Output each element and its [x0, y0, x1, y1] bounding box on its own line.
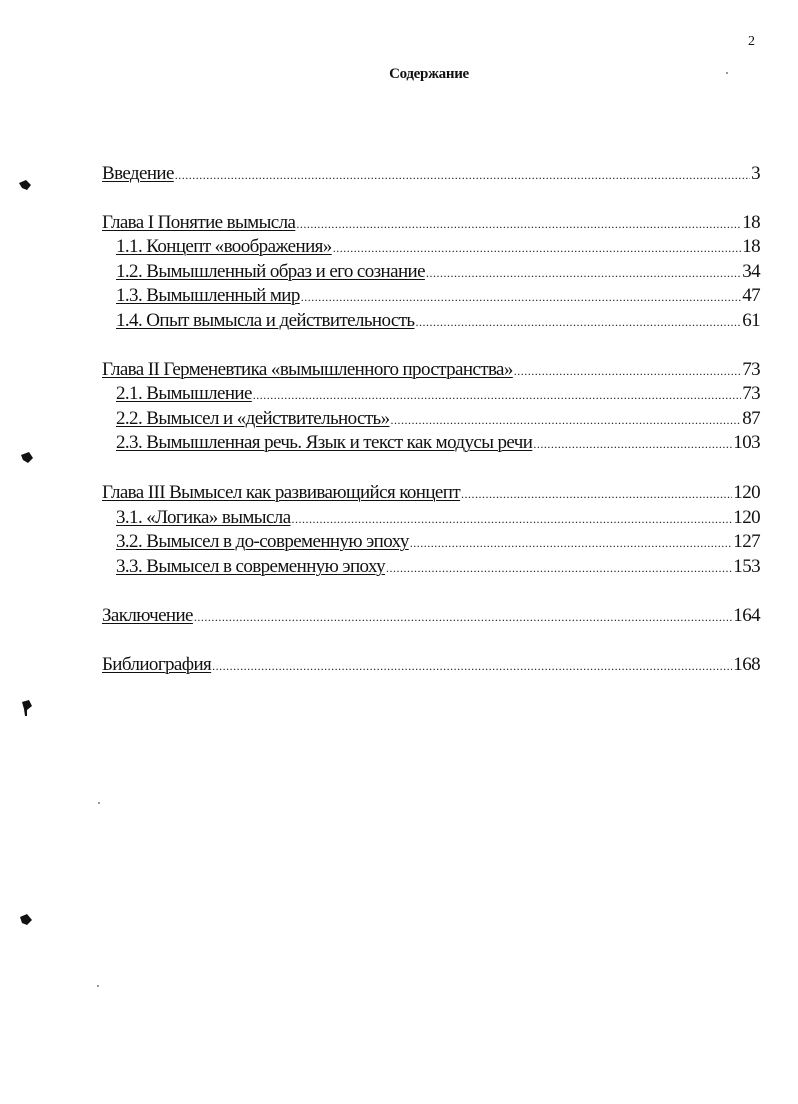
toc-entry-section-1-2: [116, 261, 760, 284]
toc-entry-introduction: [102, 163, 760, 186]
toc-entry-section-3-1: [116, 507, 760, 530]
toc-dot-leader: [194, 606, 732, 628]
toc-dot-leader: [415, 311, 741, 333]
toc-dot-leader: [410, 532, 733, 554]
toc-entry-page: 47: [742, 285, 760, 306]
toc-dot-leader: [391, 409, 742, 431]
toc-entry-page: 87: [742, 408, 760, 429]
toc-entry-chapter-3: [102, 482, 760, 505]
toc-dot-leader: [533, 433, 732, 455]
toc-entry-section-3-2: [116, 531, 760, 554]
toc-entry-page: 3: [751, 163, 760, 184]
toc-entry-page: 127: [733, 531, 760, 552]
toc-entry-title: Заключение: [102, 605, 193, 626]
toc-entry-section-3-3: [116, 556, 760, 579]
toc-dot-leader: [461, 483, 732, 505]
toc-entry-page: 61: [742, 310, 760, 331]
toc-entry-section-2-1: [116, 383, 760, 406]
toc-entry-title: 1.2. Вымышленный образ и его сознание: [116, 261, 425, 282]
toc-entry-title: 3.3. Вымысел в современную эпоху: [116, 556, 386, 577]
toc-entry-title: Библиография: [102, 654, 212, 675]
toc-entry-section-1-1: [116, 236, 760, 259]
toc-dot-leader: [301, 286, 741, 308]
toc-entry-section-1-3: [116, 285, 760, 308]
toc-entry-page: 153: [733, 556, 760, 577]
toc-entry-page: 18: [742, 212, 760, 233]
toc-entry-title: 1.3. Вымышленный мир: [116, 285, 300, 306]
toc-entry-title: Глава II Герменевтика «вымышленного пространства»: [102, 359, 513, 380]
toc-dot-leader: [386, 557, 732, 579]
toc-entry-title: 3.2. Вымысел в до-современную эпоху: [116, 531, 409, 552]
toc-dot-leader: [296, 213, 741, 235]
toc-dot-leader: [426, 262, 741, 284]
toc-dot-leader: [292, 508, 733, 530]
toc-entry-chapter-2: [102, 359, 760, 382]
toc-entry-title: 1.4. Опыт вымысла и действительность: [116, 310, 415, 331]
toc-dot-leader: [212, 655, 732, 677]
toc-entry-title: Глава III Вымысел как развивающийся концепт: [102, 482, 461, 503]
toc-entry-title: 1.1. Концепт «воображения»: [116, 236, 332, 257]
toc-entry-page: 168: [733, 654, 760, 675]
toc-entry-page: 73: [742, 359, 760, 380]
toc-entry-title: 3.1. «Логика» вымысла: [116, 507, 291, 528]
page-number: 2: [748, 34, 755, 49]
toc-entry-title: 2.3. Вымышленная речь. Язык и текст как модусы речи: [116, 432, 533, 453]
toc-entry-section-1-4: [116, 310, 760, 333]
toc-entry-bibliography: [102, 654, 760, 677]
toc-entry-section-2-2: [116, 408, 760, 431]
toc-entry-page: 164: [733, 605, 760, 626]
toc-entry-title: 2.2. Вымысел и «действительность»: [116, 408, 390, 429]
page-title: Содержание: [389, 66, 469, 82]
toc-entry-chapter-1: [102, 212, 760, 235]
toc-dot-leader: [333, 237, 741, 259]
toc-dot-leader: [253, 384, 741, 406]
toc-entry-title: 2.1. Вымышление: [116, 383, 252, 404]
toc-dot-leader: [175, 164, 750, 186]
toc-entry-conclusion: [102, 605, 760, 628]
toc-dot-leader: [514, 360, 741, 382]
toc-entry-page: 73: [742, 383, 760, 404]
toc-entry-page: 120: [733, 507, 760, 528]
toc-entry-section-2-3: [116, 432, 760, 455]
toc-entry-page: 18: [742, 236, 760, 257]
toc-entry-title: Введение: [102, 163, 174, 184]
toc-entry-page: 34: [742, 261, 760, 282]
toc-entry-page: 120: [733, 482, 760, 503]
toc-entry-title: Глава I Понятие вымысла: [102, 212, 296, 233]
toc-entry-page: 103: [733, 432, 760, 453]
